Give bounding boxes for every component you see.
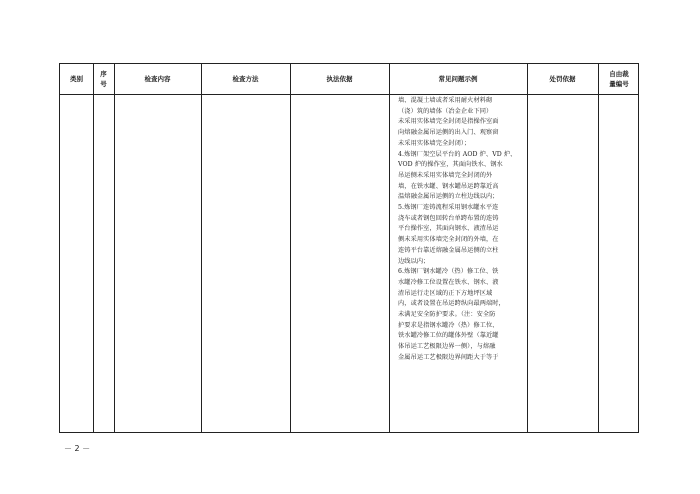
issue-line: 4.炼钢厂架空层平台的 AOD 炉、VD 炉、 [398,150,517,158]
issue-line: 未满足安全防护要求。（注：安全防 [398,311,496,319]
header-discretion-line1: 自由裁 [609,70,629,78]
header-divider [60,94,638,95]
header-issues: 常见问题示例 [438,75,478,83]
issue-line: 渣吊运行走区域的正下方地坪区域 [398,289,493,297]
column-divider [598,64,599,432]
header-discretion-line2: 量编号 [609,80,629,88]
issue-line: VOD 炉的操作室，其面向铁水、钢水 [398,161,503,169]
issue-line: 侧未采用实体墙完全封闭的外墙，在 [398,236,499,244]
issues-cell-text [398,96,526,364]
issue-line: 墙，在铁水罐、钢水罐吊运跨靠近高 [398,182,499,190]
issue-line: 平台操作室，其面向钢水、液渣吊运 [398,225,499,233]
page-number: － 2 － [64,444,91,453]
header-category: 类别 [70,75,83,83]
column-divider [93,64,94,432]
issue-line: 水罐冷修工位设置在铁水、钢水、液 [398,278,499,286]
issue-line: 墙、混凝土墙或者采用耐火材料砌 [398,97,493,104]
column-divider [389,64,390,432]
header-penalty: 处罚依据 [549,75,576,83]
column-divider [290,64,291,432]
issue-line: 护要求是指钢水罐冷（热）修工位、 [398,321,499,329]
issue-line: 体吊运工艺极限边界一侧），与熔融 [398,343,496,351]
issue-line: 浇车或者钢包回转台单跨布置的连铸 [398,214,499,222]
column-divider [201,64,202,432]
issue-line: （浇）筑的墙体（冶金企业下同） [398,107,493,115]
header-discretion [598,64,640,94]
header-serial [93,64,114,94]
issue-line: 6.炼钢厂钢水罐冷（热）修工位、铁 [398,268,499,276]
header-serial-line2: 号 [100,80,107,88]
header-method: 检查方法 [232,75,259,83]
issue-line: 向熔融金属吊运侧的出入门、观察窗 [398,129,499,137]
issue-line: 未采用实体墙完全封闭）； [398,139,471,147]
issue-line: 金属吊运工艺极限边界间距大于等于 [398,353,499,361]
issue-line: 内，或者设置在吊运跨纵向最两端时， [398,300,505,308]
issue-line: 温熔融金属吊运侧的立柱边线以内； [398,193,499,201]
inspection-table [59,63,639,433]
header-serial-line1: 序 [100,70,107,78]
issue-line: 边线以内； [398,257,430,265]
issue-line: 连铸平台靠近熔融金属吊运侧的立柱 [398,246,499,254]
issue-line: 铁水罐冷修工位的罐体外壁（靠近罐 [398,332,499,340]
issue-line: 未采用实体墙完全封闭是指操作室面 [398,118,499,126]
column-divider [114,64,115,432]
header-basis: 执法依据 [326,75,353,83]
issue-line: 5.炼钢厂连铸流程采用钢水罐水平连 [398,204,499,212]
column-divider [527,64,528,432]
issue-line: 吊运侧未采用实体墙完全封闭的外 [398,171,493,179]
header-content: 检查内容 [144,75,171,83]
